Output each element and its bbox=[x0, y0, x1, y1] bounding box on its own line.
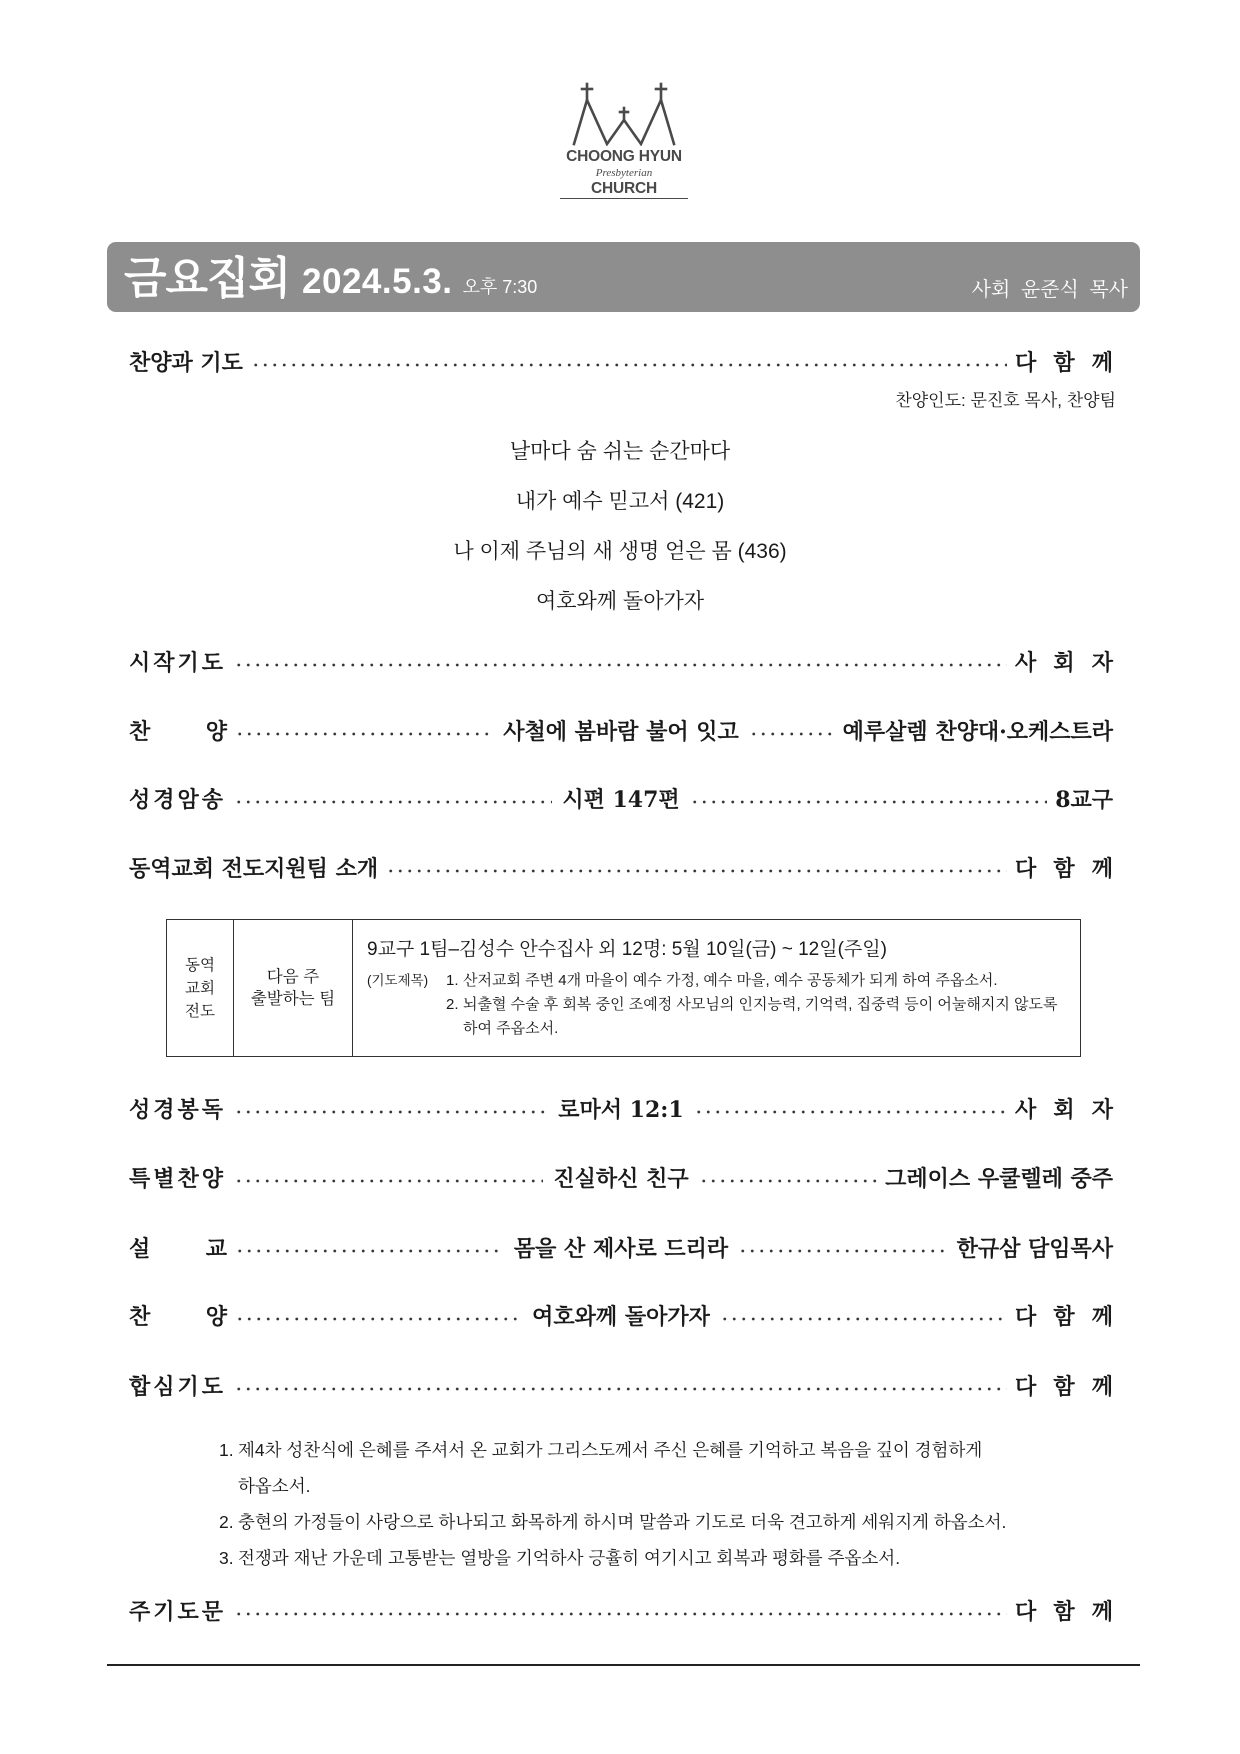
order-row-sermon bbox=[129, 1232, 1113, 1266]
list-text: 충현의 가정들이 사랑으로 하나되고 화목하게 하시며 말씀과 기도로 더욱 견고하게 세워지게 하옵소서. bbox=[238, 1512, 1007, 1532]
order-left-cell bbox=[129, 1300, 530, 1334]
dot-leader bbox=[235, 1246, 504, 1256]
dot-leader bbox=[386, 866, 1007, 876]
list-text: 전쟁과 재난 가운데 고통받는 열방을 기억하사 긍휼히 여기시고 회복과 평화를 주옵소서. bbox=[238, 1548, 901, 1568]
dot-leader bbox=[234, 1609, 1007, 1619]
dot-leader bbox=[234, 1384, 1007, 1394]
list-number: 3. bbox=[219, 1548, 234, 1568]
dot-leader bbox=[234, 1107, 548, 1117]
song-item: 내가 예수 믿고서 (421) bbox=[515, 490, 725, 513]
service-leader: 사회 윤준식 목사 bbox=[971, 279, 1128, 301]
order-row-united-prayer bbox=[129, 1370, 1113, 1404]
order-right: 사 회 자 bbox=[1015, 1097, 1113, 1123]
order-label: 시작기도 bbox=[129, 650, 227, 676]
list-text: 산저교회 주변 4개 마을이 예수 가정, 예수 마을, 예수 공동체가 되게 하여 주옵소서. bbox=[463, 972, 998, 989]
order-row-mission-team bbox=[129, 852, 1113, 886]
order-label: 성경암송 bbox=[129, 787, 227, 813]
order-middle: 사철에 봄바람 불어 잇고 bbox=[503, 719, 739, 745]
order-label: 합심기도 bbox=[129, 1374, 227, 1400]
order-middle: 진실하신 친구 bbox=[553, 1166, 689, 1192]
order-label: 주기도문 bbox=[129, 1599, 227, 1625]
order-row-hymn bbox=[129, 715, 1113, 749]
mission-table bbox=[166, 919, 1081, 1057]
order-row-scripture-reading bbox=[129, 1093, 1113, 1127]
order-label: 동역교회 전도지원팀 소개 bbox=[129, 856, 379, 882]
logo-line-1: CHOONG HYUN bbox=[566, 148, 682, 165]
order-row-special-music bbox=[129, 1162, 1113, 1196]
order-label: 찬양과 기도 bbox=[129, 350, 243, 376]
order-middle: 로마서 12:1 bbox=[558, 1097, 684, 1123]
dot-leader bbox=[749, 729, 835, 739]
order-left-cell bbox=[129, 1093, 556, 1127]
mission-detail-cell bbox=[352, 920, 1080, 1056]
church-spires-crosses-icon bbox=[570, 82, 680, 146]
mission-heading: 다음 주 출발하는 팀 bbox=[250, 968, 336, 1008]
mission-prayer-list bbox=[446, 969, 1068, 1041]
order-label: 설 교 bbox=[129, 1236, 227, 1262]
order-right: 예루살렘 찬양대·오케스트라 bbox=[842, 719, 1113, 745]
order-right: 8교구 bbox=[1055, 787, 1113, 813]
church-logo bbox=[560, 148, 688, 199]
order-row-praise-prayer bbox=[129, 346, 1113, 380]
list-number: 2. bbox=[219, 1512, 234, 1532]
logo-line-2: Presbyterian bbox=[595, 167, 653, 179]
order-right-cell bbox=[730, 1232, 1113, 1266]
dot-leader bbox=[235, 729, 493, 739]
list-item bbox=[446, 993, 1068, 1041]
order-right: 다 함 께 bbox=[1015, 856, 1113, 882]
mission-category: 동역 교회 전도 bbox=[185, 956, 215, 1020]
order-row-closing-hymn bbox=[129, 1300, 1113, 1334]
mission-prayer-block bbox=[367, 969, 1068, 1041]
mission-heading-cell bbox=[233, 920, 352, 1056]
order-right: 그레이스 우쿨렐레 중주 bbox=[885, 1166, 1113, 1192]
order-right: 사 회 자 bbox=[1015, 650, 1113, 676]
order-left-cell bbox=[129, 783, 560, 817]
order-right-cell bbox=[691, 1162, 1113, 1196]
song-item: 여호와께 돌아가자 bbox=[535, 590, 705, 613]
order-label: 특별찬양 bbox=[129, 1166, 227, 1192]
list-item bbox=[219, 1540, 1059, 1576]
order-left-cell bbox=[129, 715, 501, 749]
order-label: 성경봉독 bbox=[129, 1097, 227, 1123]
logo-line-3: CHURCH bbox=[591, 180, 657, 197]
song-list bbox=[0, 427, 1240, 627]
song-item: 날마다 숨 쉬는 순간마다 bbox=[509, 440, 731, 463]
order-label: 찬 양 bbox=[129, 1304, 227, 1330]
mission-category-cell bbox=[167, 920, 233, 1056]
dot-leader bbox=[738, 1246, 948, 1256]
order-right: 다 함 께 bbox=[1015, 350, 1113, 376]
list-number: 1. bbox=[446, 972, 459, 989]
praise-leader-note: 찬양인도: 문진호 목사, 찬양팀 bbox=[895, 391, 1116, 410]
service-header-bar bbox=[107, 242, 1140, 312]
order-right-cell bbox=[741, 715, 1113, 749]
dot-leader bbox=[699, 1176, 878, 1186]
list-item bbox=[446, 969, 1068, 993]
service-title: 금요집회 bbox=[124, 254, 291, 303]
list-number: 1. bbox=[219, 1440, 234, 1460]
order-middle: 몸을 산 제사로 드리라 bbox=[513, 1236, 729, 1262]
order-right: 다 함 께 bbox=[1015, 1304, 1113, 1330]
united-prayer-list bbox=[219, 1432, 1059, 1576]
order-right-cell bbox=[712, 1300, 1113, 1334]
order-row-scripture-recitation bbox=[129, 783, 1113, 817]
order-right: 다 함 께 bbox=[1015, 1374, 1113, 1400]
song-item: 나 이제 주님의 새 생명 얻은 몸 (436) bbox=[453, 540, 787, 563]
dot-leader bbox=[690, 797, 1048, 807]
mission-prayer-label: (기도제목) bbox=[367, 973, 429, 988]
list-text: 제4차 성찬식에 은혜를 주셔서 온 교회가 그리스도께서 주신 은혜를 기억하고 복음을 깊이 경험하게 하옵소서. bbox=[238, 1440, 983, 1496]
order-row-lords-prayer bbox=[129, 1595, 1113, 1629]
order-label: 찬 양 bbox=[129, 719, 227, 745]
order-left-cell bbox=[129, 1162, 551, 1196]
order-right-cell bbox=[686, 1093, 1113, 1127]
dot-leader bbox=[720, 1314, 1007, 1324]
dot-leader bbox=[234, 797, 552, 807]
dot-leader bbox=[235, 1314, 522, 1324]
order-row-opening-prayer bbox=[129, 646, 1113, 680]
list-text: 뇌출혈 수술 후 회복 중인 조예정 사모님의 인지능력, 기억력, 집중력 등이 어눌해지지 않도록 하여 주옵소서. bbox=[463, 996, 1058, 1037]
list-item bbox=[219, 1432, 1059, 1504]
service-time: 오후 7:30 bbox=[462, 277, 538, 297]
order-right: 한규삼 담임목사 bbox=[956, 1236, 1113, 1262]
order-middle: 여호와께 돌아가자 bbox=[532, 1304, 710, 1330]
order-right: 다 함 께 bbox=[1015, 1599, 1113, 1625]
bottom-divider bbox=[107, 1664, 1140, 1666]
list-item bbox=[219, 1504, 1059, 1540]
list-number: 2. bbox=[446, 996, 459, 1013]
service-date: 2024.5.3. bbox=[302, 262, 453, 301]
dot-leader bbox=[251, 360, 1007, 370]
dot-leader bbox=[694, 1107, 1007, 1117]
dot-leader bbox=[234, 1176, 543, 1186]
order-right-cell bbox=[682, 783, 1113, 817]
dot-leader bbox=[234, 660, 1007, 670]
order-middle: 시편 147편 bbox=[562, 787, 680, 813]
mission-team-info: 9교구 1팀–김성수 안수집사 외 12명: 5월 10일(금) ~ 12일(주일) bbox=[367, 939, 887, 960]
order-left-cell bbox=[129, 1232, 512, 1266]
